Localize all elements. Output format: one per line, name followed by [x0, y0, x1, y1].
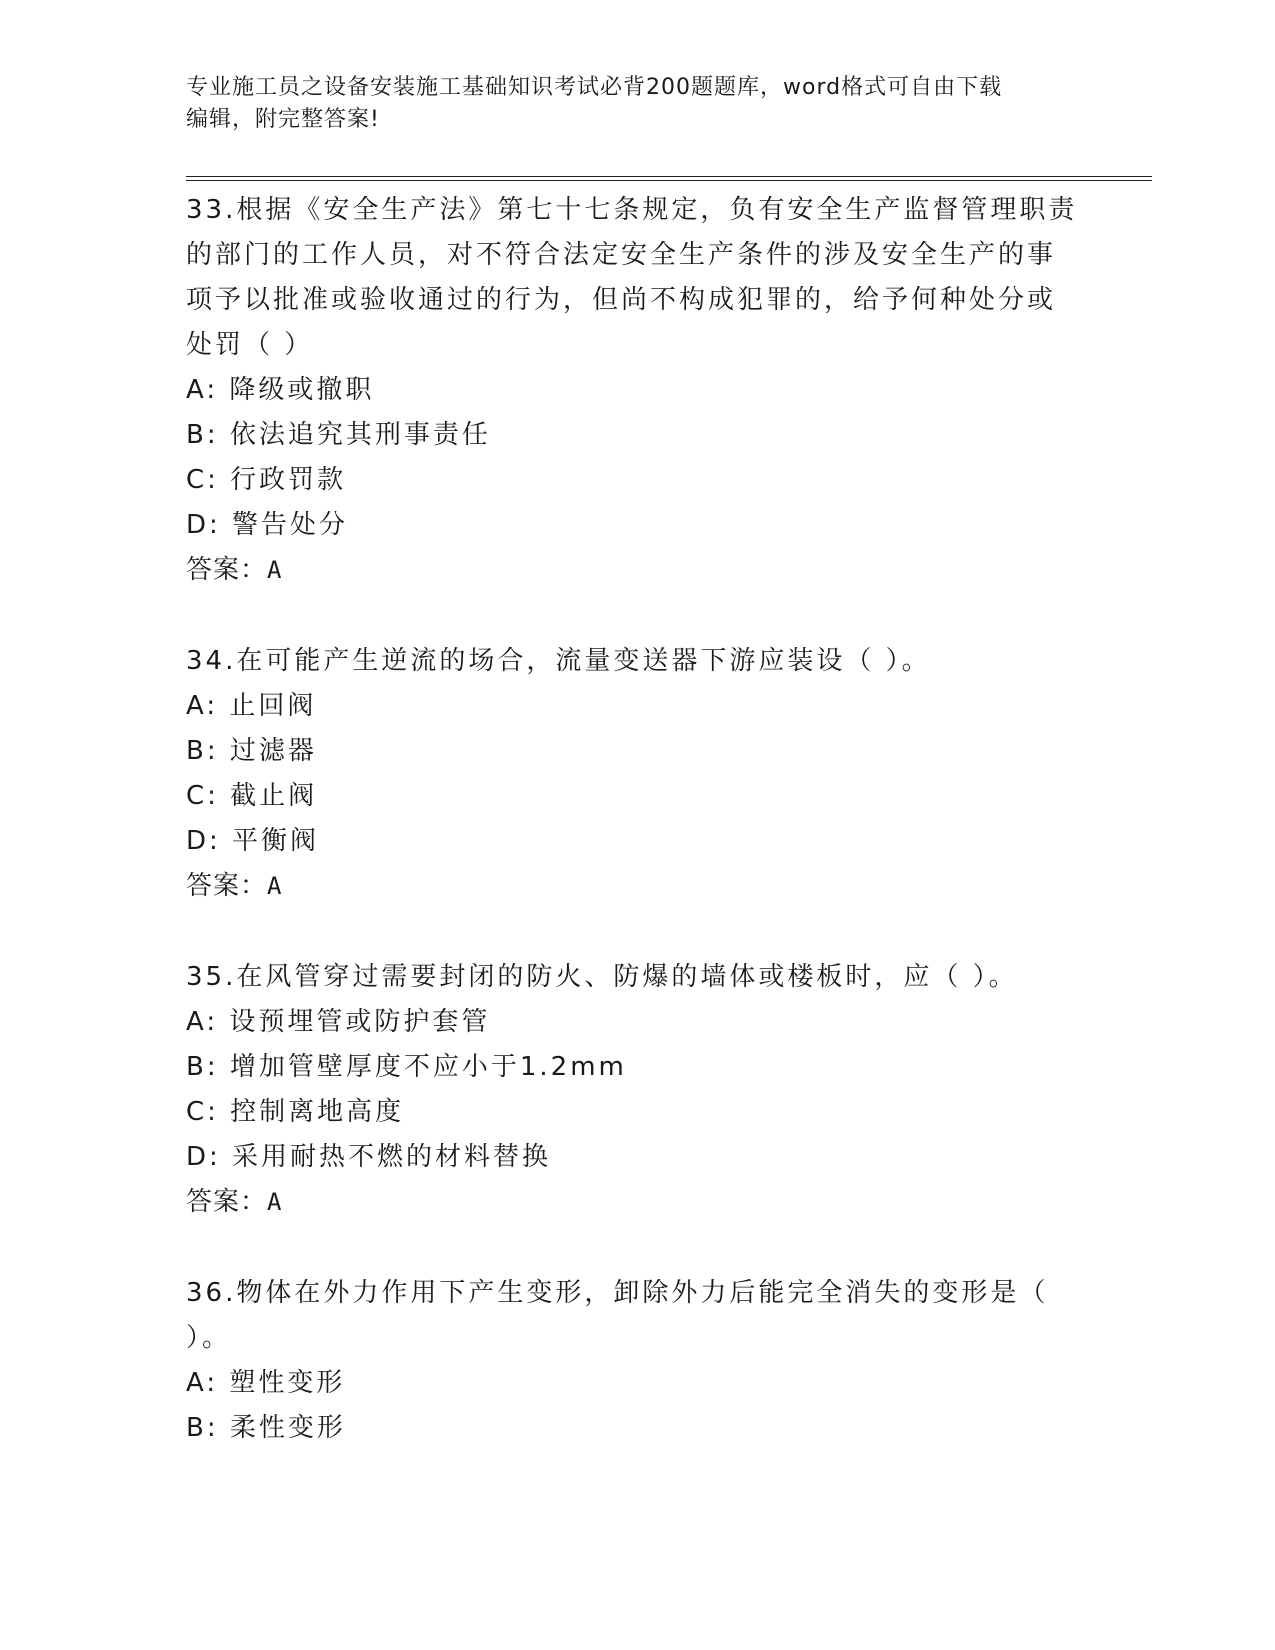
stem-line: ）。 — [186, 1323, 232, 1353]
option-d: D: 采用耐热不燃的材料替换 — [186, 1142, 552, 1172]
answer-label: 答案： — [186, 871, 268, 901]
option-c: C: 行政罚款 — [186, 465, 347, 495]
option-b: B: 增加管壁厚度不应小于1.2mm — [186, 1052, 627, 1082]
question-36 — [186, 1271, 1086, 1451]
option-c: C: 控制离地高度 — [186, 1097, 405, 1127]
option-d: D: 平衡阀 — [186, 826, 320, 856]
answer-value: A — [267, 1188, 283, 1216]
stem-line: 33.根据《安全生产法》第七十七条规定，负有安全生产监督管理职责 — [186, 195, 1078, 225]
option-a: A: 止回阀 — [186, 691, 317, 721]
header-title-line-1: 专业施工员之设备安装施工基础知识考试必背200题题库，word格式可自由下载 — [186, 75, 1003, 100]
option-a: A: 降级或撤职 — [186, 375, 375, 405]
option-d: D: 警告处分 — [186, 510, 349, 540]
answer-value: A — [267, 556, 283, 584]
page-header — [186, 72, 1086, 136]
option-b: B: 柔性变形 — [186, 1413, 346, 1443]
stem-line: 34.在可能产生逆流的场合，流量变送器下游应装设（ ）。 — [186, 646, 931, 676]
option-b: B: 依法追究其刑事责任 — [186, 420, 491, 450]
question-33 — [186, 188, 1086, 593]
header-divider — [186, 176, 1152, 181]
answer-label: 答案： — [186, 555, 268, 585]
question-list — [186, 188, 1086, 1451]
stem-line: 处罚（ ） — [186, 330, 314, 360]
question-stem — [186, 1271, 1086, 1361]
option-a: A: 设预埋管或防护套管 — [186, 1007, 491, 1037]
option-c: C: 截止阀 — [186, 781, 318, 811]
stem-line: 项予以批准或验收通过的行为，但尚不构成犯罪的，给予何种处分或 — [186, 285, 1057, 315]
stem-line: 35.在风管穿过需要封闭的防火、防爆的墙体或楼板时，应（ ）。 — [186, 962, 1018, 992]
stem-line: 的部门的工作人员，对不符合法定安全生产条件的涉及安全生产的事 — [186, 240, 1057, 270]
question-34 — [186, 639, 1086, 909]
question-stem — [186, 188, 1086, 368]
stem-line: 36.物体在外力作用下产生变形，卸除外力后能完全消失的变形是（ — [186, 1278, 1049, 1308]
option-a: A: 塑性变形 — [186, 1368, 346, 1398]
question-stem — [186, 955, 1086, 1000]
answer-label: 答案： — [186, 1187, 268, 1217]
option-b: B: 过滤器 — [186, 736, 317, 766]
answer-line — [186, 548, 1086, 593]
question-stem — [186, 639, 1086, 684]
header-title-line-2: 编辑，附完整答案! — [186, 107, 380, 132]
answer-value: A — [267, 872, 283, 900]
answer-line — [186, 1180, 1086, 1225]
question-35 — [186, 955, 1086, 1225]
answer-line — [186, 864, 1086, 909]
